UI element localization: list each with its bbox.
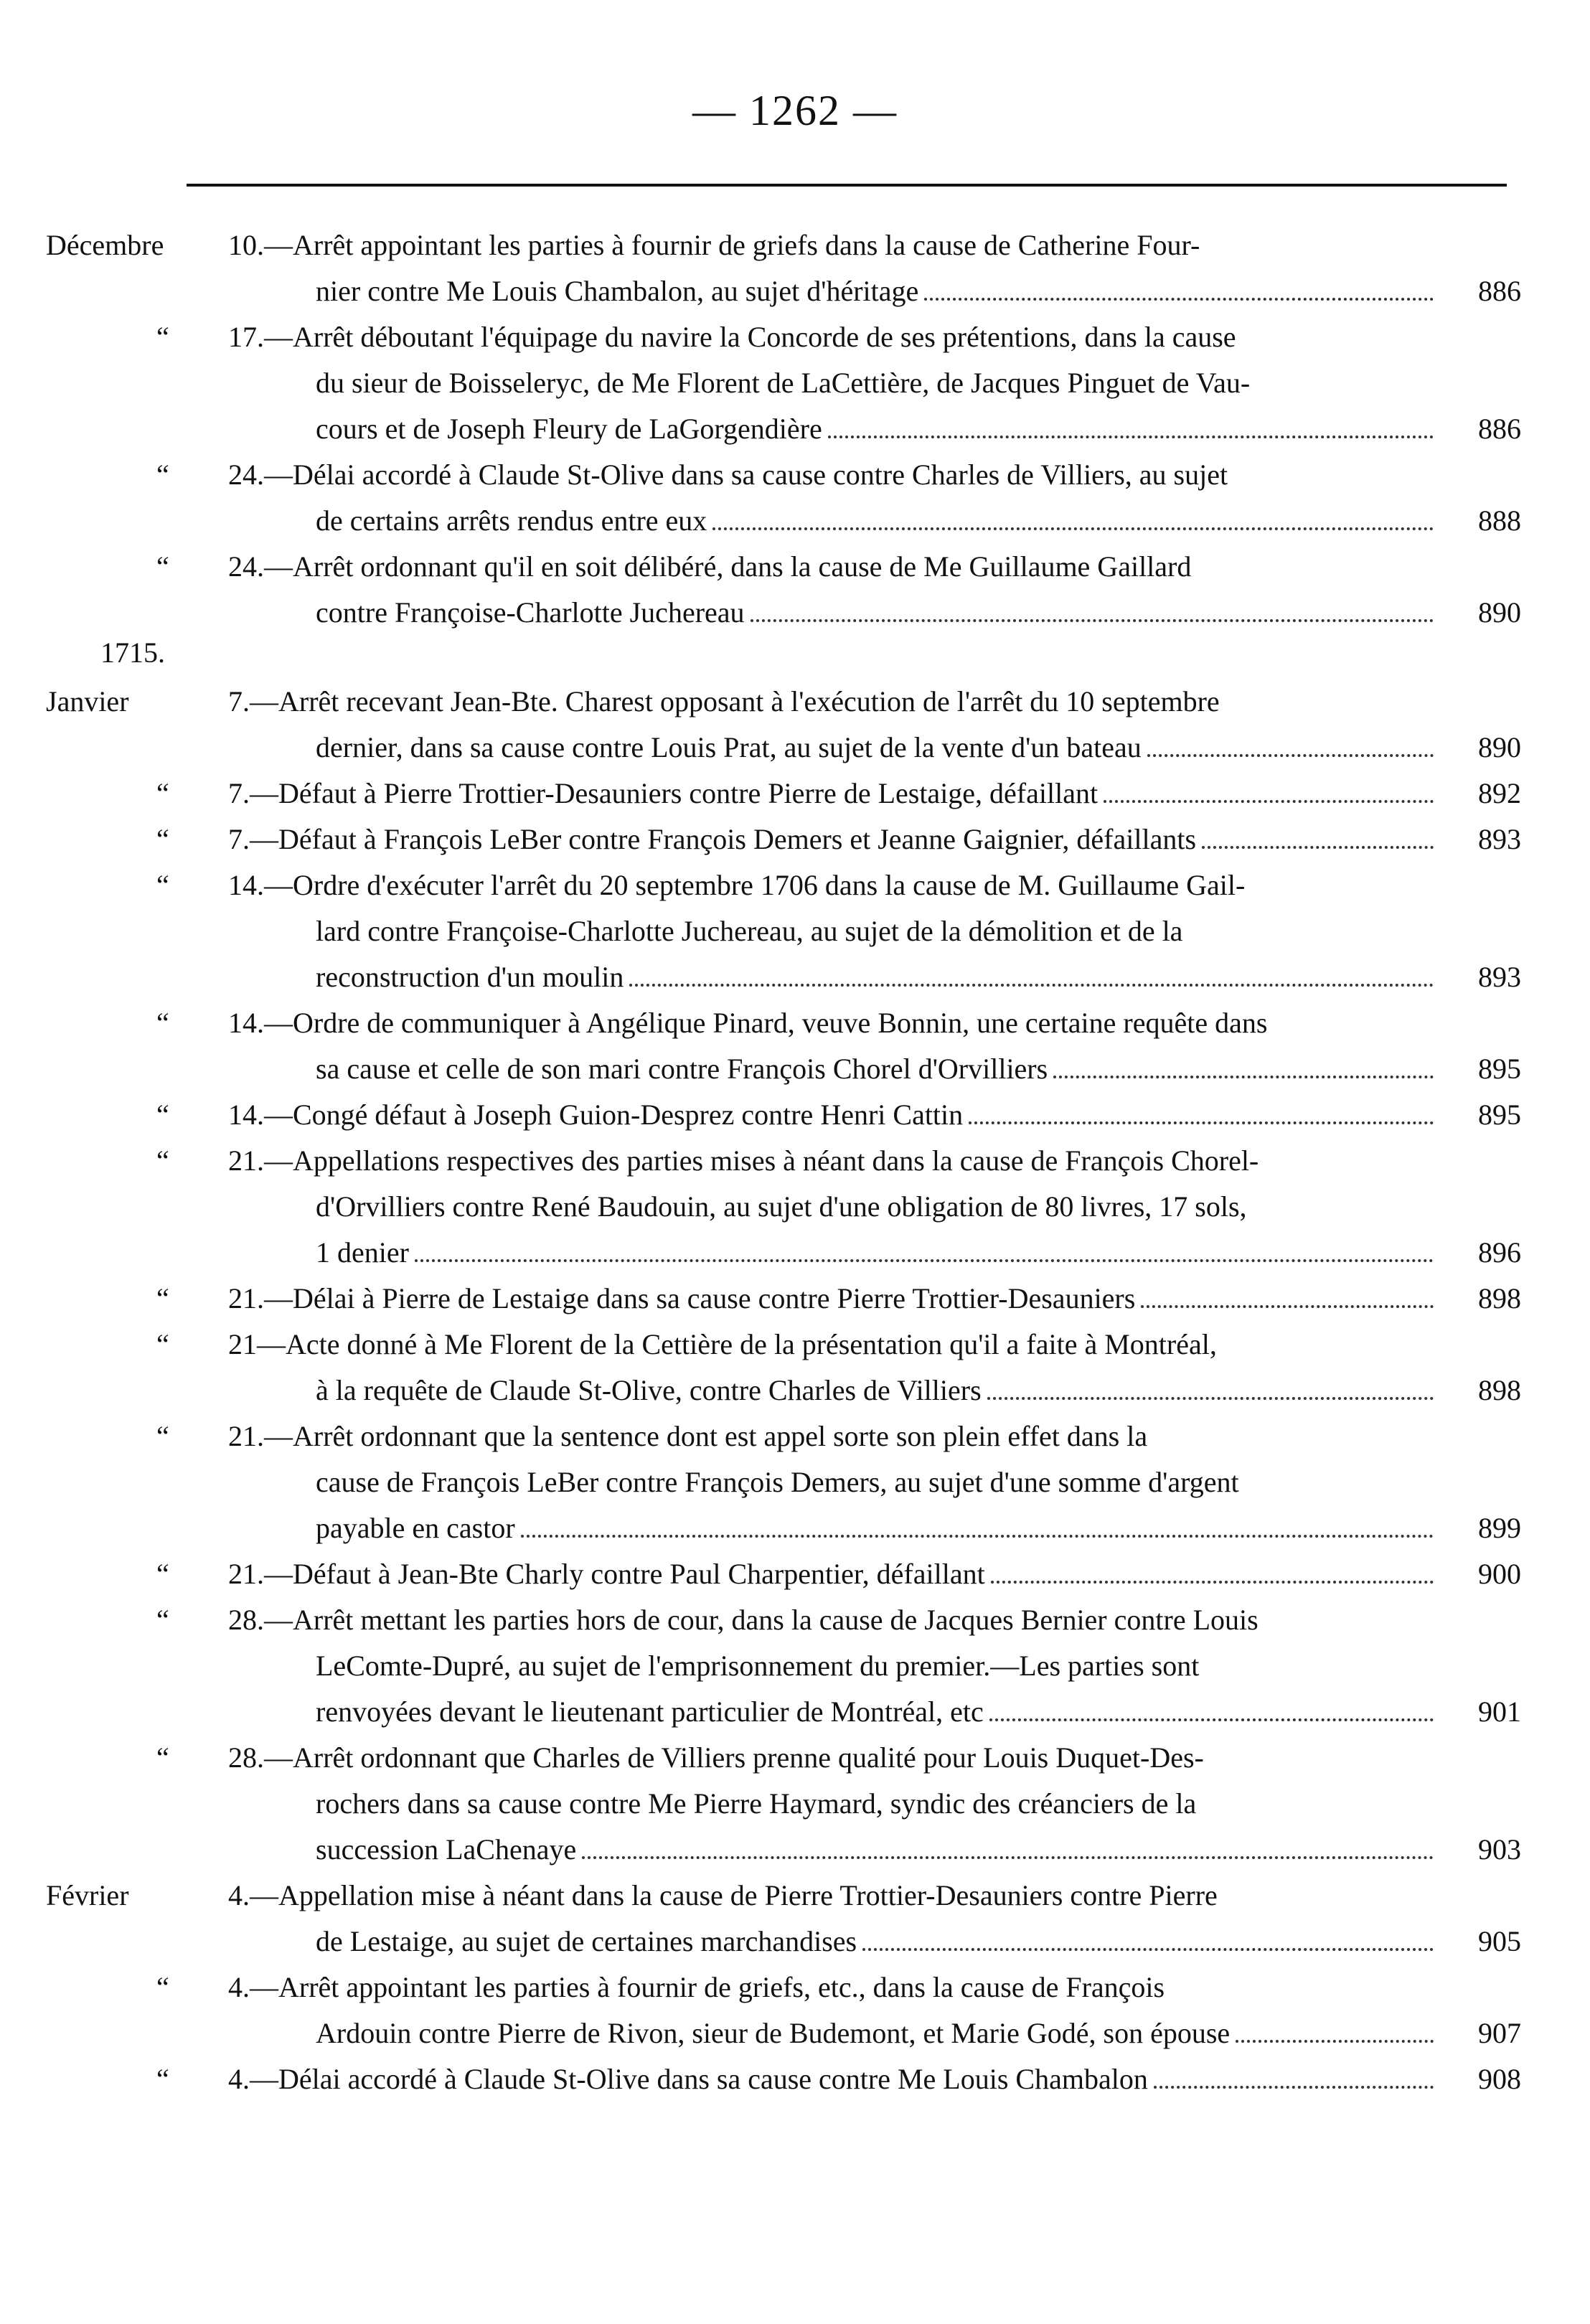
page-reference: 886	[1478, 275, 1521, 307]
page-reference: 892	[1478, 777, 1521, 809]
entry-text: 21—Acte donné à Me Florent de la Cettière de la présentation qu'il a faite à Montréal,	[228, 1328, 1217, 1360]
entry-text-line	[316, 268, 1434, 314]
entry-text: LeComte-Dupré, au sujet de l'emprisonnement du premier.—Les parties sont	[316, 1650, 1200, 1682]
ditto-mark: “	[156, 1741, 169, 1774]
page-reference: 886	[1478, 413, 1521, 445]
entry-text: 14.—Ordre de communiquer à Angélique Pinard, veuve Bonnin, une certaine requête dans	[228, 1007, 1268, 1039]
entry-text-line	[316, 1643, 1199, 1689]
dot-leader	[989, 1718, 1434, 1721]
page-reference: 896	[1478, 1236, 1521, 1269]
dot-leader	[1147, 754, 1434, 757]
entry-text: 1 denier	[316, 1236, 409, 1269]
page-reference: 893	[1478, 961, 1521, 993]
entry-text-line	[316, 1919, 1434, 1965]
dot-leader	[415, 1259, 1434, 1262]
entry-text-line	[228, 1092, 1434, 1138]
entry-text: 7.—Défaut à Pierre Trottier-Desauniers contre Pierre de Lestaige, défaillant	[228, 777, 1099, 809]
entry-text-line	[228, 1276, 1434, 1322]
dot-leader	[1202, 846, 1434, 849]
dot-leader	[1141, 1305, 1434, 1308]
entry-text-line	[316, 1827, 1434, 1873]
entry-text-line	[228, 544, 1191, 590]
entry-text-line	[228, 1735, 1204, 1781]
page-reference: 903	[1478, 1833, 1521, 1866]
entry-text: 14.—Ordre d'exécuter l'arrêt du 20 septembre 1706 dans la cause de M. Guillaume Gail-	[228, 869, 1246, 901]
entry-text: 28.—Arrêt mettant les parties hors de cour, dans la cause de Jacques Bernier contre Louis	[228, 1604, 1259, 1636]
entry-text: 21.—Arrêt ordonnant que la sentence dont est appel sorte son plein effet dans la	[228, 1420, 1148, 1452]
dot-leader	[1236, 2040, 1434, 2043]
ditto-mark: “	[156, 869, 169, 901]
entry-text-line	[228, 862, 1245, 908]
dot-leader	[828, 436, 1434, 438]
dot-leader	[1104, 800, 1434, 803]
entry-text: cours et de Joseph Fleury de LaGorgendière	[316, 413, 822, 445]
month-label: Février	[46, 1879, 129, 1911]
dot-leader	[987, 1397, 1434, 1400]
entry-text: 21.—Appellations respectives des parties mises à néant dans la cause de François Chorel-	[228, 1144, 1259, 1177]
entry-text: 14.—Congé défaut à Joseph Guion-Desprez contre Henri Cattin	[228, 1099, 964, 1131]
entry-text: du sieur de Boisseleryc, de Me Florent de LaCettière, de Jacques Pinguet de Vau-	[316, 367, 1251, 399]
page-reference: 901	[1478, 1695, 1521, 1728]
entry-text: reconstruction d'un moulin	[316, 961, 624, 993]
entry-text-line	[316, 725, 1434, 771]
entry-text: 4.—Délai accordé à Claude St-Olive dans sa cause contre Me Louis Chambalon	[228, 2063, 1148, 2095]
page-reference: 895	[1478, 1099, 1521, 1131]
entry-text: d'Orvilliers contre René Baudouin, au sujet d'une obligation de 80 livres, 17 sols,	[316, 1190, 1247, 1223]
entry-text-line	[316, 1184, 1247, 1230]
entry-text-line	[228, 1965, 1165, 2010]
page-reference: 890	[1478, 596, 1521, 629]
entry-text: succession LaChenaye	[316, 1833, 577, 1866]
page-reference: 890	[1478, 731, 1521, 763]
entry-text: contre Françoise-Charlotte Juchereau	[316, 596, 745, 629]
dot-leader	[521, 1535, 1434, 1538]
entry-text-line	[228, 1322, 1217, 1368]
entry-text: renvoyées devant le lieutenant particulier de Montréal, etc	[316, 1695, 984, 1728]
entry-text: 24.—Arrêt ordonnant qu'il en soit délibéré, dans la cause de Me Guillaume Gaillard	[228, 550, 1192, 583]
entry-text-line	[316, 360, 1250, 406]
month-label: Décembre	[46, 229, 164, 261]
entry-text-line	[228, 817, 1434, 862]
entry-text-line	[228, 314, 1236, 360]
dot-leader	[1053, 1076, 1434, 1078]
entry-text: rochers dans sa cause contre Me Pierre Haymard, syndic des créanciers de la	[316, 1787, 1197, 1820]
entry-text: 4.—Appellation mise à néant dans la cause de Pierre Trottier-Desauniers contre Pierre	[228, 1879, 1218, 1911]
entry-text-line	[228, 2056, 1434, 2102]
entry-text-line	[316, 1368, 1434, 1413]
ditto-mark: “	[156, 1328, 169, 1360]
page-reference: 908	[1478, 2063, 1521, 2095]
entry-text: payable en castor	[316, 1512, 515, 1544]
entry-text: Ardouin contre Pierre de Rivon, sieur de Budemont, et Marie Godé, son épouse	[316, 2017, 1231, 2049]
entry-text-line	[316, 1505, 1434, 1551]
page-reference: 900	[1478, 1558, 1521, 1590]
page-reference: 888	[1478, 504, 1521, 537]
page-reference: 907	[1478, 2017, 1521, 2049]
entry-text: 10.—Arrêt appointant les parties à fournir de griefs dans la cause de Catherine Four-	[228, 229, 1200, 261]
entry-text: nier contre Me Louis Chambalon, au sujet d'héritage	[316, 275, 919, 307]
ditto-mark: “	[156, 1420, 169, 1452]
page-reference: 905	[1478, 1925, 1521, 1957]
entry-text-line	[316, 954, 1434, 1000]
month-label: Janvier	[46, 685, 129, 718]
entry-text-line	[316, 1689, 1434, 1735]
page-reference: 895	[1478, 1053, 1521, 1085]
entry-text-line	[228, 222, 1200, 268]
entry-text: dernier, dans sa cause contre Louis Prat, au sujet de la vente d'un bateau	[316, 731, 1142, 763]
entry-text: 24.—Délai accordé à Claude St-Olive dans sa cause contre Charles de Villiers, au sujet	[228, 458, 1228, 491]
dot-leader	[924, 298, 1434, 301]
page-reference: 898	[1478, 1374, 1521, 1406]
entry-text-line	[316, 590, 1434, 636]
entry-text-line	[316, 2010, 1434, 2056]
entry-text: 7.—Défaut à François LeBer contre François Demers et Jeanne Gaignier, défaillants	[228, 823, 1197, 855]
ditto-mark: “	[156, 823, 169, 855]
entry-text: 17.—Arrêt déboutant l'équipage du navire la Concorde de ses prétentions, dans la cause	[228, 321, 1236, 353]
entry-text-line	[316, 1459, 1239, 1505]
ditto-mark: “	[156, 321, 169, 353]
entry-text-line	[316, 406, 1434, 452]
entry-text: de Lestaige, au sujet de certaines marchandises	[316, 1925, 857, 1957]
entry-text-line	[228, 679, 1220, 725]
ditto-mark: “	[156, 1007, 169, 1039]
entry-text-line	[316, 498, 1434, 544]
dot-leader	[751, 619, 1434, 622]
entry-text-line	[316, 908, 1182, 954]
page-reference: 899	[1478, 1512, 1521, 1544]
entry-text-line	[228, 1000, 1267, 1046]
ditto-mark: “	[156, 1558, 169, 1590]
entry-text: à la requête de Claude St-Olive, contre Charles de Villiers	[316, 1374, 982, 1406]
ditto-mark: “	[156, 777, 169, 809]
page-number-header: — 1262 —	[692, 87, 898, 134]
page-reference: 898	[1478, 1282, 1521, 1314]
ditto-mark: “	[156, 1282, 169, 1314]
ditto-mark: “	[156, 1604, 169, 1636]
ditto-mark: “	[156, 1099, 169, 1131]
dot-leader	[991, 1581, 1434, 1584]
ditto-mark: “	[156, 550, 169, 583]
entry-text: 7.—Arrêt recevant Jean-Bte. Charest opposant à l'exécution de l'arrêt du 10 septembre	[228, 685, 1220, 718]
page-reference: 893	[1478, 823, 1521, 855]
dot-leader	[629, 984, 1434, 987]
ditto-mark: “	[156, 2063, 169, 2095]
entry-text: sa cause et celle de son mari contre François Chorel d'Orvilliers	[316, 1053, 1048, 1085]
entry-text-line	[228, 1551, 1434, 1597]
dot-leader	[1154, 2086, 1434, 2089]
entry-text-line	[316, 1230, 1434, 1276]
entry-text: 21.—Défaut à Jean-Bte Charly contre Paul Charpentier, défaillant	[228, 1558, 985, 1590]
dot-leader	[712, 527, 1434, 530]
entry-text-line	[316, 1781, 1196, 1827]
entry-text-line	[228, 1413, 1147, 1459]
entry-text-line	[228, 1597, 1259, 1643]
entry-text-line	[316, 1046, 1434, 1092]
entry-text: 21.—Délai à Pierre de Lestaige dans sa cause contre Pierre Trottier-Desauniers	[228, 1282, 1136, 1314]
entry-text-line	[228, 1873, 1218, 1919]
header-rule	[187, 184, 1507, 187]
ditto-mark: “	[156, 1971, 169, 2003]
year-label: 1715.	[100, 636, 165, 669]
entry-text: 4.—Arrêt appointant les parties à fournir de griefs, etc., dans la cause de François	[228, 1971, 1165, 2003]
entry-text: de certains arrêts rendus entre eux	[316, 504, 707, 537]
dot-leader	[969, 1121, 1434, 1124]
dot-leader	[582, 1856, 1434, 1859]
entry-text: cause de François LeBer contre François Demers, au sujet d'une somme d'argent	[316, 1466, 1239, 1498]
ditto-mark: “	[156, 1144, 169, 1177]
ditto-mark: “	[156, 458, 169, 491]
entry-text: lard contre Françoise-Charlotte Juchereau, au sujet de la démolition et de la	[316, 915, 1183, 947]
entry-text-line	[228, 452, 1228, 498]
entry-text: 28.—Arrêt ordonnant que Charles de Villiers prenne qualité pour Louis Duquet-Des-	[228, 1741, 1204, 1774]
dot-leader	[862, 1948, 1434, 1951]
entry-text-line	[228, 771, 1434, 817]
entry-text-line	[228, 1138, 1259, 1184]
